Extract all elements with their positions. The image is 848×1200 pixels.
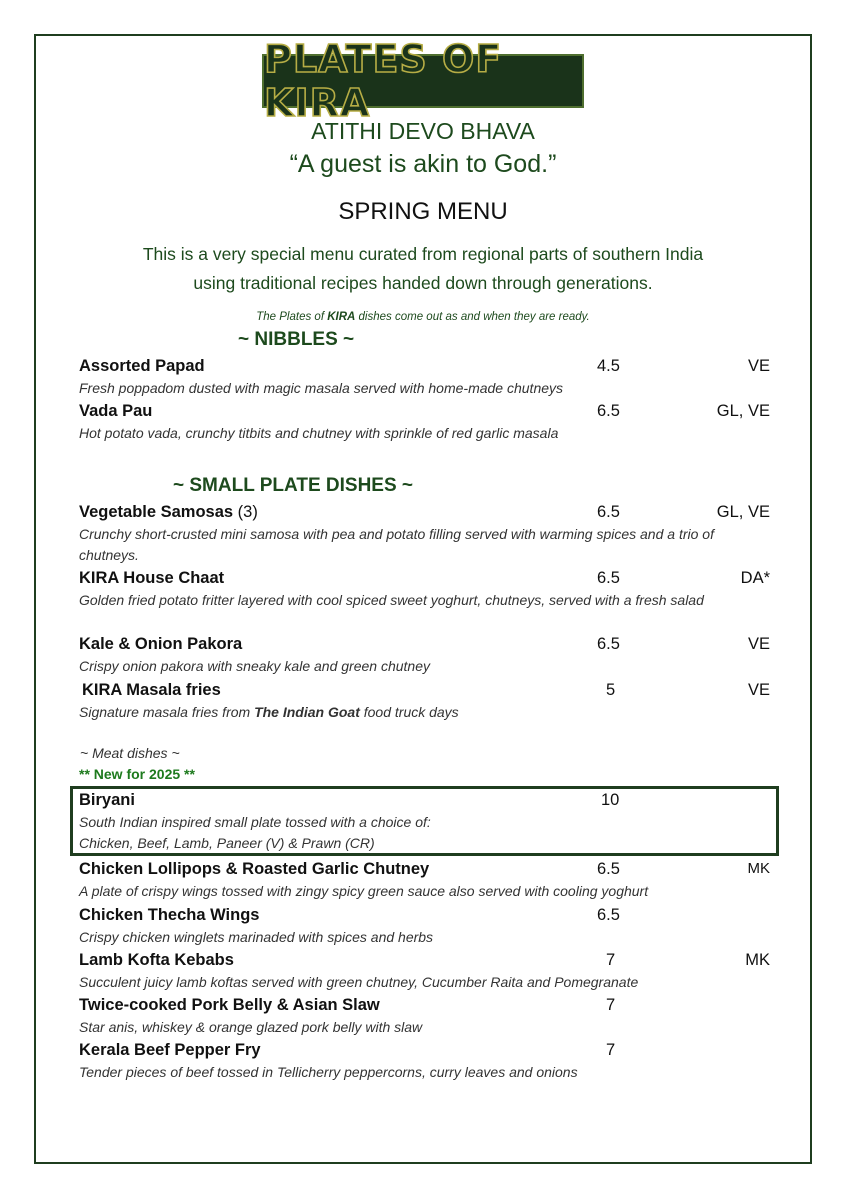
item-name: Chicken Thecha Wings — [79, 906, 260, 924]
intro-line: This is a very special menu curated from regional parts of southern India — [142, 244, 704, 264]
item-description: Succulent juicy lamb koftas served with green chutney, Cucumber Raita and Pomegranate — [79, 974, 639, 990]
section-title-nibbles: ~ NIBBLES ~ — [238, 329, 355, 350]
item-name: Biryani — [79, 791, 135, 809]
item-name: KIRA House Chaat — [79, 569, 225, 587]
item-dietary-tags: GL, VE — [716, 503, 770, 521]
item-price: 6.5 — [597, 569, 620, 587]
item-description: Golden fried potato fritter layered with cool spiced sweet yoghurt, chutneys, served with a fresh salad — [79, 592, 704, 608]
item-name: Kerala Beef Pepper Fry — [79, 1041, 261, 1059]
item-name: Vada Pau — [79, 402, 153, 420]
item-name — [79, 503, 258, 522]
item-quantity: (3) — [233, 503, 258, 521]
item-description: Crispy chicken winglets marinaded with spices and herbs — [79, 929, 434, 945]
item-dietary-tags: VE — [747, 635, 770, 653]
item-price: 7 — [606, 996, 616, 1014]
item-price: 5 — [606, 681, 616, 699]
item-price: 6.5 — [597, 860, 620, 878]
item-dietary-tags: VE — [747, 681, 770, 699]
item-dietary-tags: MK — [745, 951, 770, 969]
item-name: Kale & Onion Pakora — [79, 635, 243, 653]
item-description: Crispy onion pakora with sneaky kale and green chutney — [79, 658, 430, 674]
item-price: 6.5 — [597, 906, 620, 924]
note-brand: KIRA — [327, 311, 356, 323]
new-badge: ** New for 2025 ** — [79, 766, 195, 782]
motto-translation: “A guest is akin to God.” — [289, 150, 557, 178]
item-name: Twice-cooked Pork Belly & Asian Slaw — [79, 996, 380, 1014]
logo-text: PLATES OF KIRA — [264, 37, 503, 125]
item-dietary-tags: GL, VE — [716, 402, 770, 420]
restaurant-logo — [262, 37, 584, 125]
intro-line: using traditional recipes handed down through generations. — [193, 273, 653, 293]
menu-title: SPRING MENU — [338, 198, 508, 225]
item-name: Assorted Papad — [79, 357, 205, 375]
item-description: Star anis, whiskey & orange glazed pork belly with slaw — [79, 1019, 423, 1035]
item-description — [79, 812, 759, 854]
service-note — [34, 311, 812, 323]
desc-line: Chicken, Beef, Lamb, Paneer (V) & Prawn (CR) — [79, 835, 375, 851]
motto: ATITHI DEVO BHAVA — [311, 118, 535, 144]
item-description: Crunchy short-crusted mini samosa with pea and potato filling served with warming spices and a trio of chutneys. — [79, 526, 714, 563]
item-name-text: Vegetable Samosas — [79, 503, 234, 521]
menu-intro — [34, 240, 812, 298]
item-price: 7 — [606, 951, 616, 969]
meat-subtitle: ~ Meat dishes ~ — [80, 745, 180, 761]
item-description: Tender pieces of beef tossed in Tellicherry peppercorns, curry leaves and onions — [79, 1064, 578, 1080]
item-dietary-tags: VE — [747, 357, 770, 375]
item-dietary-tags: MK — [747, 860, 770, 877]
item-price: 6.5 — [597, 402, 620, 420]
desc-suffix: food truck days — [359, 704, 459, 720]
section-title-small-plates: ~ SMALL PLATE DISHES ~ — [173, 475, 414, 496]
item-price: 6.5 — [597, 503, 620, 521]
item-price: 6.5 — [597, 635, 620, 653]
item-dietary-tags: DA* — [740, 569, 770, 587]
note-prefix: The Plates of — [256, 311, 328, 323]
item-price: 10 — [601, 791, 620, 809]
item-name: Chicken Lollipops & Roasted Garlic Chutney — [79, 860, 430, 878]
item-price: 7 — [606, 1041, 616, 1059]
item-name: KIRA Masala fries — [82, 681, 221, 699]
item-name: Lamb Kofta Kebabs — [79, 951, 234, 969]
item-description: Hot potato vada, crunchy titbits and chutney with sprinkle of red garlic masala — [79, 425, 559, 441]
desc-line: South Indian inspired small plate tossed with a choice of: — [79, 814, 431, 830]
item-description — [79, 702, 759, 723]
item-description: A plate of crispy wings tossed with zingy spicy green sauce also served with cooling yoghurt — [79, 883, 649, 899]
desc-prefix: Signature masala fries from — [79, 704, 255, 720]
note-suffix: dishes come out as and when they are ready. — [355, 311, 590, 323]
desc-highlight: The Indian Goat — [254, 704, 360, 720]
item-price: 4.5 — [597, 357, 620, 375]
item-description: Fresh poppadom dusted with magic masala served with home-made chutneys — [79, 380, 564, 396]
